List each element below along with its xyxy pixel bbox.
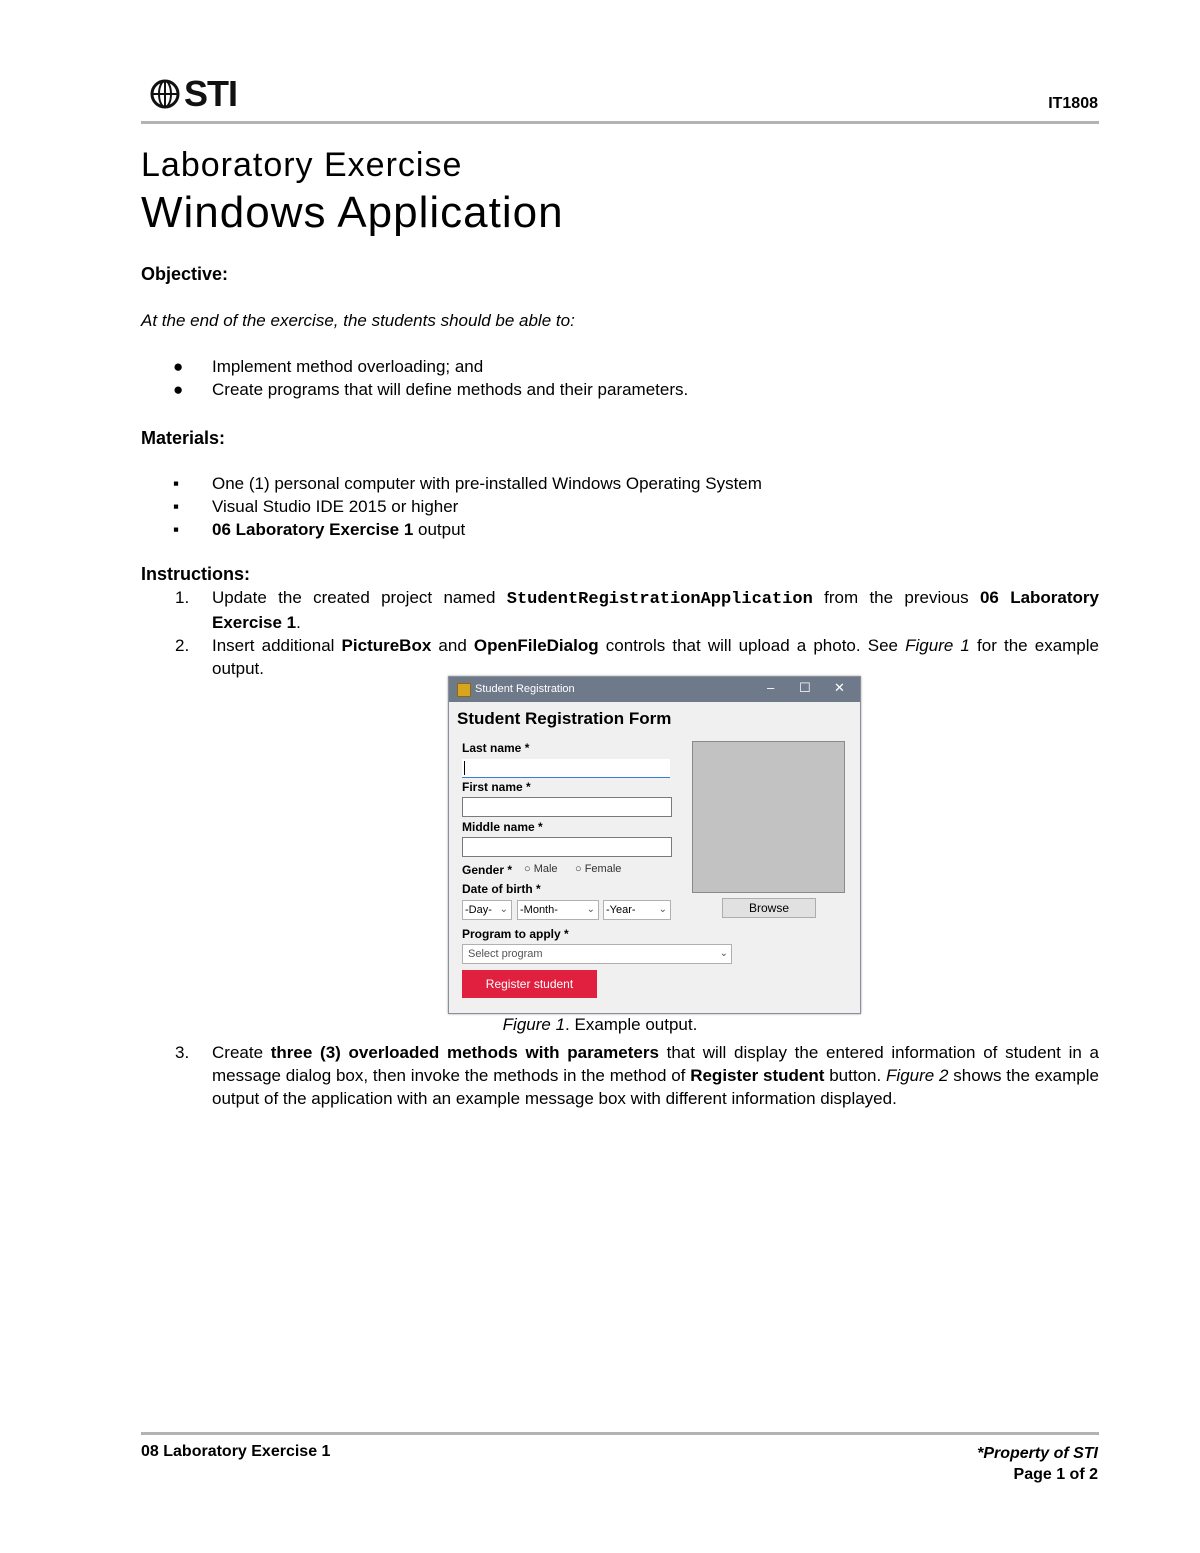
browse-button[interactable]: Browse xyxy=(722,898,816,918)
square-bullet-icon: ▪ xyxy=(173,520,180,539)
window-title: Student Registration xyxy=(475,683,575,695)
project-name: StudentRegistrationApplication xyxy=(506,590,813,609)
footer-right xyxy=(977,1443,1098,1485)
figure-caption: Figure 1. Example output. xyxy=(502,1015,698,1034)
last-name-input[interactable] xyxy=(462,759,670,778)
square-bullet-icon: ▪ xyxy=(173,497,180,516)
minimize-icon[interactable]: – xyxy=(767,680,775,695)
radio-icon: ○ xyxy=(575,863,585,875)
instruction-step-2: 2. Insert additional PictureBox and OpenFileDialog controls that will upload a photo. See Figure 1 for the example output. xyxy=(175,636,1099,678)
month-select[interactable]: -Month- ⌄ xyxy=(517,900,599,920)
list-item: ● Implement method overloading; and xyxy=(173,357,484,376)
text-caret xyxy=(464,761,465,775)
first-name-input[interactable] xyxy=(462,797,672,817)
male-radio[interactable]: ○ Male xyxy=(524,863,558,875)
program-select[interactable]: Select program ⌄ xyxy=(462,944,732,964)
logo-text: STI xyxy=(184,73,238,114)
radio-icon: ○ xyxy=(524,863,534,875)
middle-name-label: Middle name * xyxy=(462,820,543,834)
footer-document-name: 08 Laboratory Exercise 1 xyxy=(141,1443,331,1460)
list-item: ▪ Visual Studio IDE 2015 or higher xyxy=(173,497,459,516)
last-name-label: Last name * xyxy=(462,741,530,755)
form-title: Student Registration Form xyxy=(457,709,672,728)
middle-name-input[interactable] xyxy=(462,837,672,857)
page-number: Page 1 of 2 xyxy=(1013,1466,1098,1483)
register-student-button[interactable]: Register student xyxy=(462,970,597,998)
list-item: ▪ One (1) personal computer with pre-installed Windows Operating System xyxy=(173,474,762,493)
app-icon xyxy=(457,683,471,697)
year-select[interactable]: -Year- ⌄ xyxy=(603,900,671,920)
objective-heading: Objective: xyxy=(141,264,229,284)
property-notice: *Property of STI xyxy=(977,1445,1098,1462)
objective-list xyxy=(141,355,688,401)
globe-icon xyxy=(150,79,180,109)
gender-label: Gender * xyxy=(462,863,513,877)
chevron-down-icon: ⌄ xyxy=(658,904,667,915)
chevron-down-icon: ⌄ xyxy=(499,904,508,915)
objective-intro: At the end of the exercise, the students should be able to: xyxy=(141,311,575,330)
example-window-screenshot xyxy=(448,676,861,1014)
square-bullet-icon: ▪ xyxy=(173,474,180,493)
bullet-icon: ● xyxy=(173,380,184,399)
instructions-heading: Instructions: xyxy=(141,564,251,584)
page-title: Windows Application xyxy=(141,188,564,237)
bullet-icon: ● xyxy=(173,357,184,376)
maximize-icon[interactable]: ☐ xyxy=(799,680,811,695)
sti-logo xyxy=(150,72,240,116)
day-select[interactable]: -Day- ⌄ xyxy=(462,900,512,920)
page-subtitle: Laboratory Exercise xyxy=(141,146,463,184)
header-divider xyxy=(141,121,1099,124)
instructions-list-top xyxy=(141,586,1099,680)
close-icon[interactable]: ✕ xyxy=(834,680,845,695)
materials-heading: Materials: xyxy=(141,428,226,448)
materials-list xyxy=(141,472,762,541)
list-item: ● Create programs that will define methods and their parameters. xyxy=(173,380,689,399)
footer-divider xyxy=(141,1432,1099,1435)
course-code: IT1808 xyxy=(1048,95,1098,112)
window-titlebar xyxy=(449,677,860,702)
first-name-label: First name * xyxy=(462,780,531,794)
dob-label: Date of birth * xyxy=(462,882,541,896)
chevron-down-icon: ⌄ xyxy=(586,904,595,915)
photo-picturebox xyxy=(692,741,845,893)
instruction-step-1: 1. Update the created project named StudentRegistrationApplication from the previous 06 Laboratory Exercise 1. xyxy=(175,588,1099,632)
instruction-step-3: 3. Create three (3) overloaded methods with parameters that will display the entered information of student in a message dialog box, then invoke the methods in the method of Register student button. Figure 2 shows the example output of the application with an example message box with different information displayed. xyxy=(175,1043,1100,1108)
chevron-down-icon: ⌄ xyxy=(719,948,728,959)
instructions-list-bottom xyxy=(141,1041,1099,1110)
program-label: Program to apply * xyxy=(462,927,569,941)
list-item: ▪ 06 Laboratory Exercise 1 output xyxy=(173,520,466,539)
female-radio[interactable]: ○ Female xyxy=(575,863,622,875)
